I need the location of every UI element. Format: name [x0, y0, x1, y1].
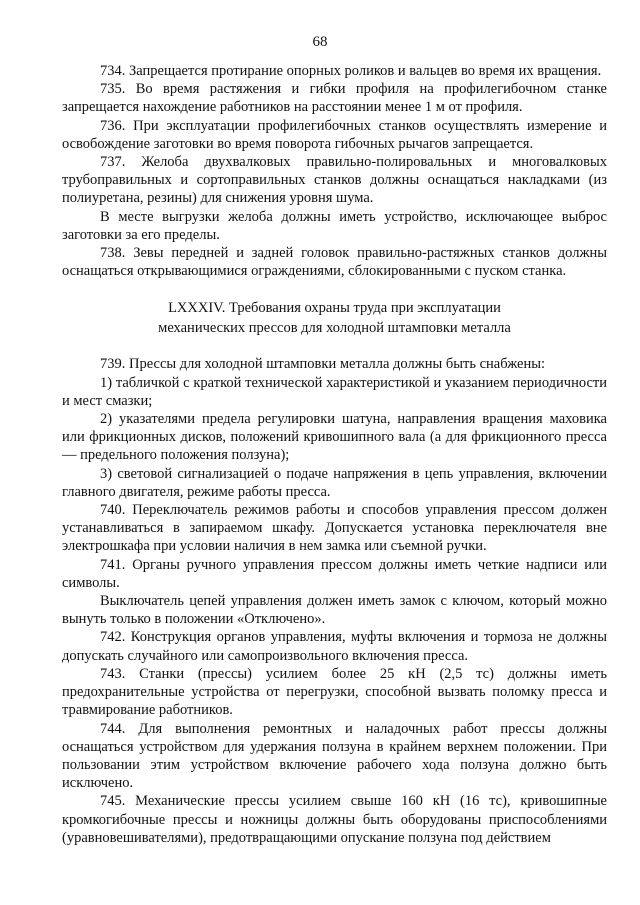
- paragraph-739-item-1: 1) табличкой с краткой технической характеристикой и указанием периодичности и мест смазки;: [62, 374, 607, 409]
- page-number: 68: [312, 34, 328, 50]
- paragraph-740: 740. Переключатель режимов работы и способов управления прессом должен устанавливаться в запираемом шкафу. Допускается установка переключателя вне электрошкафа при условии наличия в нем замка или съемной ручки.: [62, 502, 607, 555]
- paragraph-736: 736. При эксплуатации профилегибочных станков осуществлять измерение и освобождение заготовки во время поворота гибочных рычагов запрещается.: [62, 117, 607, 152]
- paragraph-742: 742. Конструкция органов управления, муфты включения и тормоза не должны допускать случайного или самопроизвольного включения пресса.: [62, 629, 607, 664]
- paragraph-737: 737. Желоба двухвалковых правильно-полировальных и многовалковых трубоправильных и сортоправильных станков должны оснащаться накладками (из полиуретана, резины) для снижения уровня шума.: [62, 154, 607, 207]
- paragraph-741: 741. Органы ручного управления прессом должны иметь четкие надписи или символы.: [62, 556, 607, 591]
- document-body: [62, 62, 607, 847]
- paragraph-739: 739. Прессы для холодной штамповки металла должны быть снабжены:: [100, 356, 546, 373]
- paragraph-738: 738. Зевы передней и задней головок правильно-растяжных станков должны оснащаться открывающимися ограждениями, сблокированными с пуском станка.: [62, 245, 607, 280]
- paragraph-735: 735. Во время растяжения и гибки профиля на профилегибочном станке запрещается нахождение работников на расстоянии менее 1 м от профиля.: [62, 81, 607, 116]
- paragraph-744: 744. Для выполнения ремонтных и наладочных работ прессы должны оснащаться устройством для удержания ползуна в крайнем верхнем положении. При пользовании этим устройством включение рабочего хода ползуна должно быть исключено.: [62, 720, 607, 792]
- section-heading-line-2: механических прессов для холодной штамповки металла: [158, 320, 511, 337]
- paragraph-739-item-2: 2) указателями предела регулировки шатуна, направления вращения маховика или фрикционных дисков, положений кривошипного вала (а для фрикционного пресса — предельного положения ползуна);: [62, 411, 607, 464]
- paragraph-741-continuation: Выключатель цепей управления должен иметь замок с ключом, который можно вынуть только в положении «Отключено».: [62, 593, 607, 628]
- paragraph-739-item-3: 3) световой сигнализацией о подаче напряжения в цепь управления, включении главного двигателя, режиме работы пресса.: [62, 465, 607, 500]
- section-heading-line-1: LXXXIV. Требования охраны труда при эксплуатации: [168, 300, 501, 317]
- paragraph-745: 745. Механические прессы усилием свыше 160 кН (16 тс), кривошипные кромкогибочные прессы и ножницы должны быть оборудованы приспособлениями (уравновешивателями), предотвращающими опускание ползуна под действием: [62, 793, 607, 846]
- paragraph-743: 743. Станки (прессы) усилием более 25 кН (2,5 тс) должны иметь предохранительные устройства от перегрузки, способной вызвать поломку пресса и травмирование работников.: [62, 665, 607, 719]
- paragraph-734: 734. Запрещается протирание опорных роликов и вальцев во время их вращения.: [100, 63, 602, 79]
- paragraph-737-continuation: В месте выгрузки желоба должны иметь устройство, исключающее выброс заготовки за его пределы.: [62, 208, 607, 243]
- section-heading: [62, 298, 607, 338]
